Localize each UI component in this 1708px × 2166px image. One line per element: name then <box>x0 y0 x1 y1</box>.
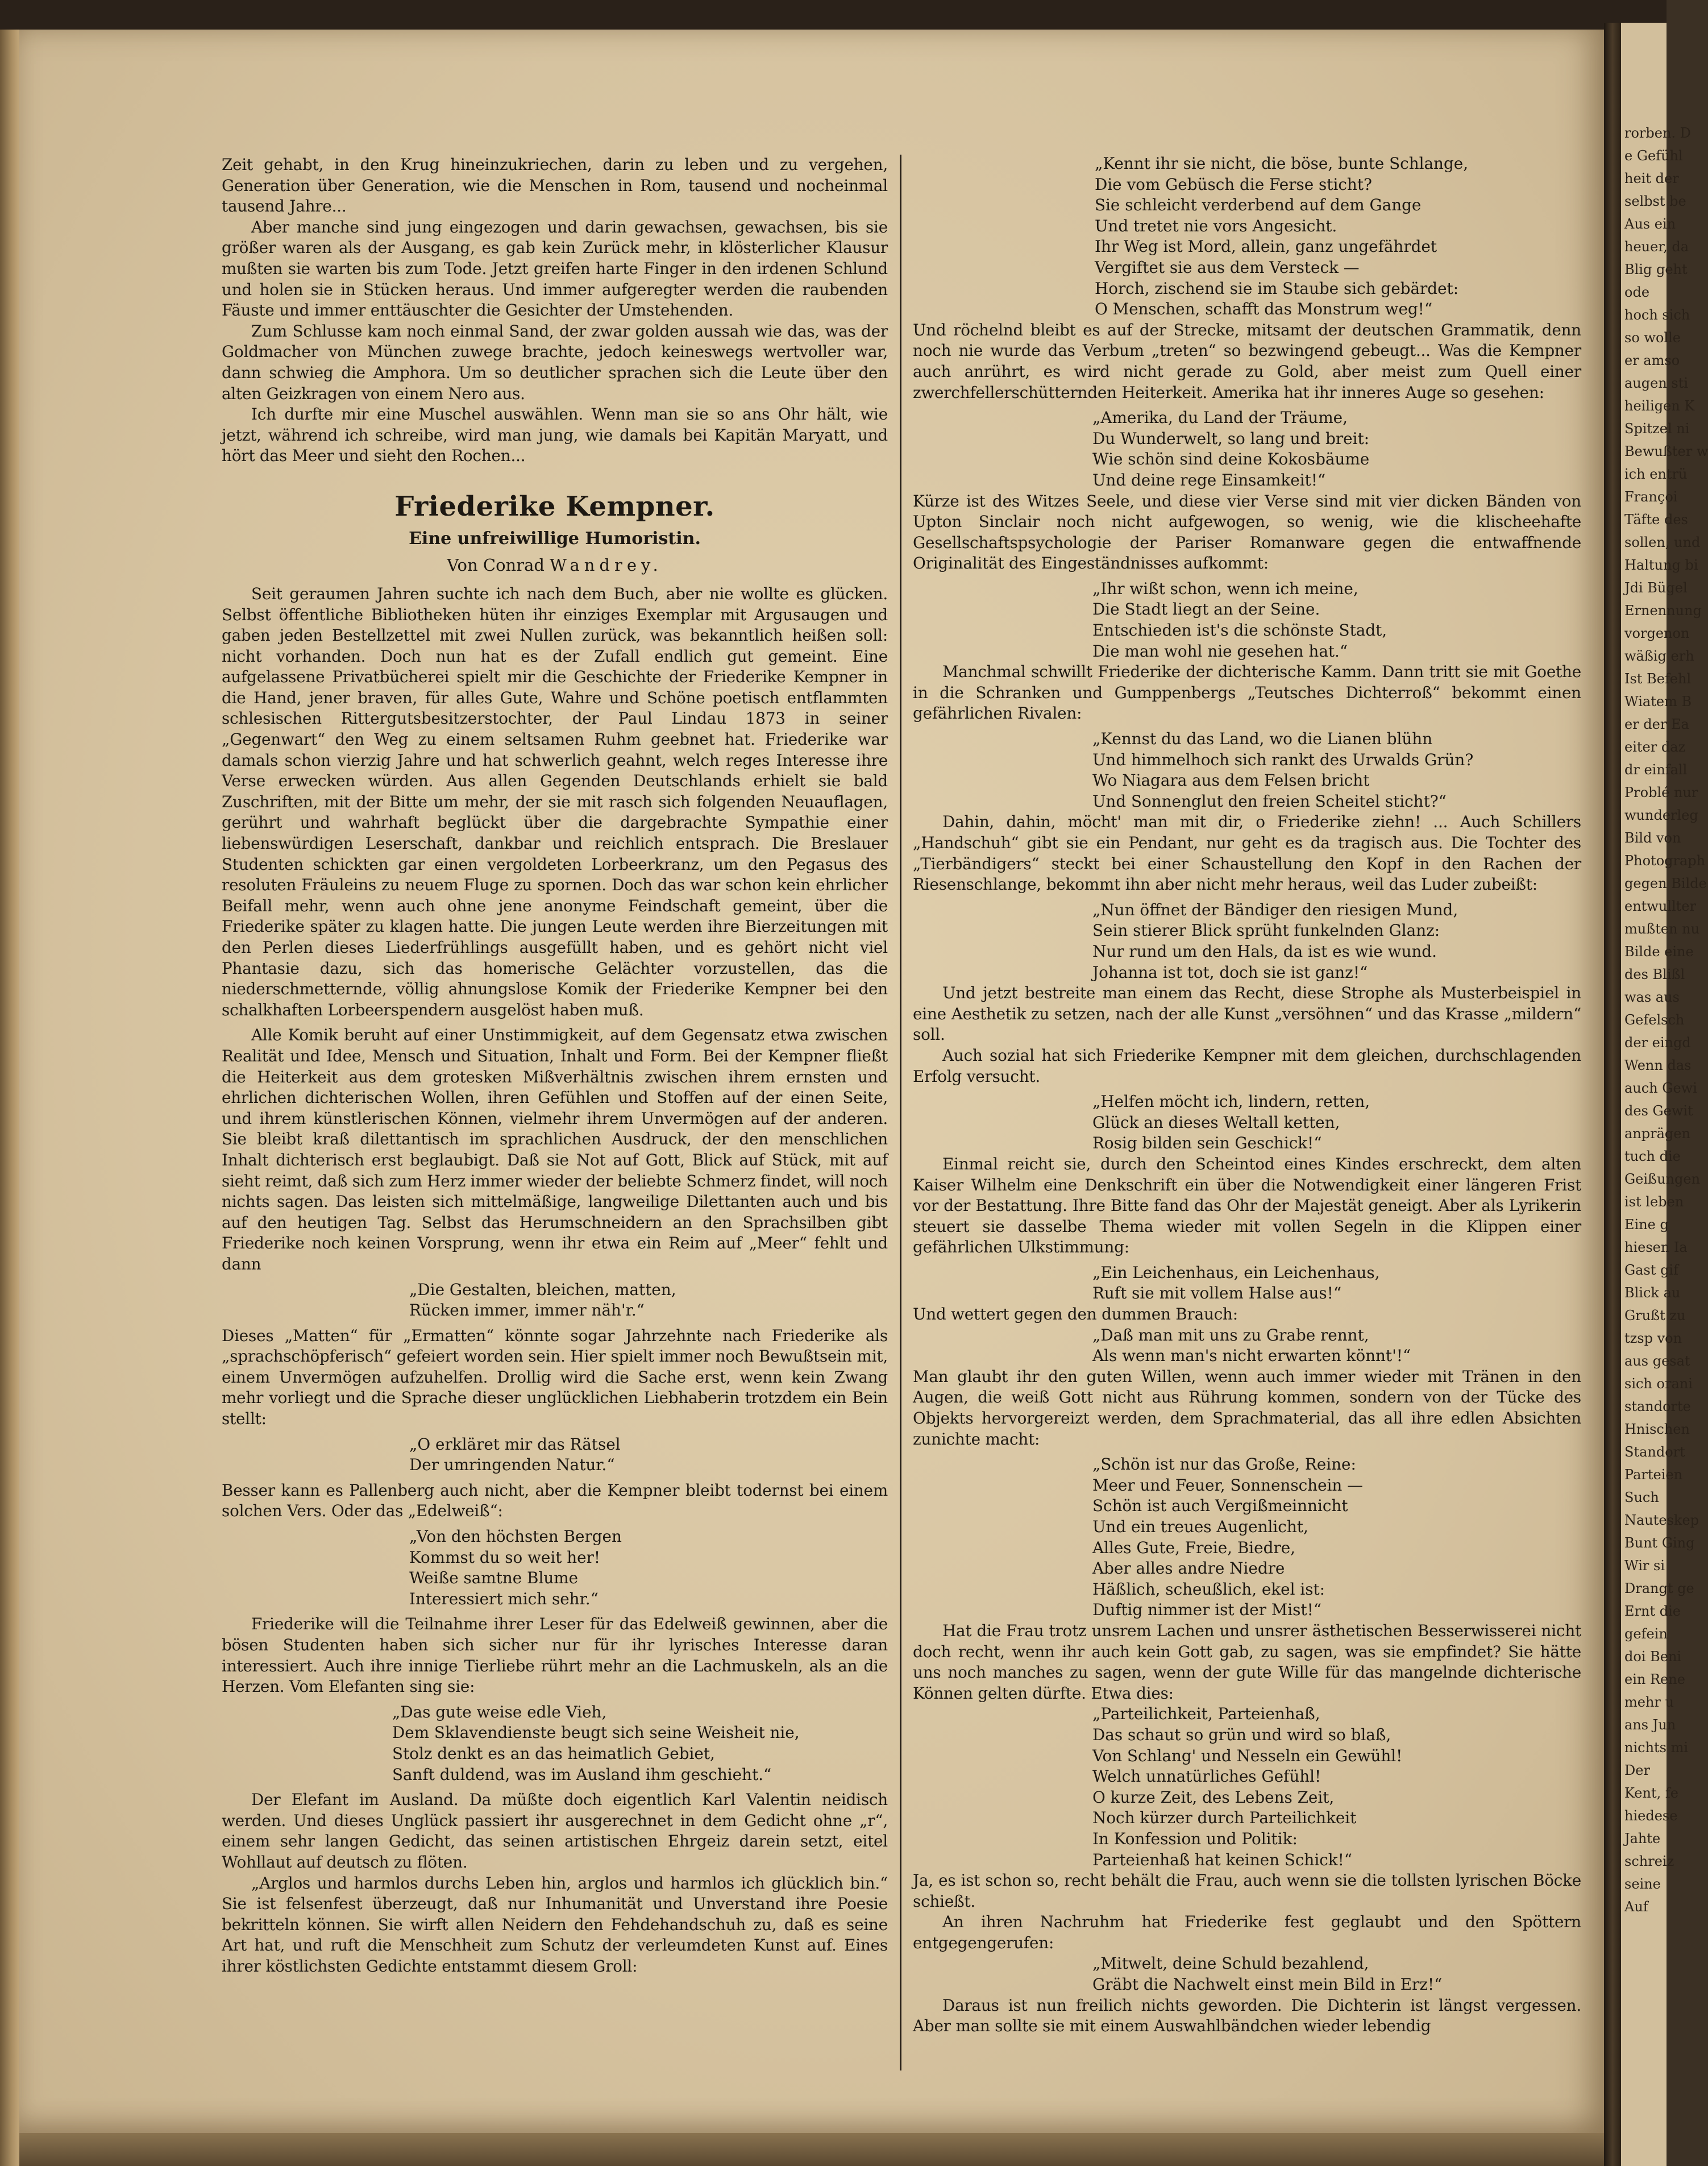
next-page-fragment: Ist Befehl <box>1624 671 1692 687</box>
newspaper-page <box>19 30 1604 2133</box>
next-page-fragment: ich entrü <box>1624 466 1688 482</box>
next-page-fragment: Françoi <box>1624 489 1678 505</box>
paragraph-19: An ihren Nachruhm hat Friederike fest geglaubt und den Spöttern entgegengerufen: <box>913 1912 1581 1952</box>
verse-parteilichkeit: „Parteilichkeit, Parteienhaß, Das schaut so grün und wird so blaß, Von Schlang' und Nesseln ein Gewühl! Welch unnatürliches Gefühl! O kurze Zeit, des Lebens Zeit, Noch kürzer durch Parteilichkeit In Konfession und Politik: Parteienhaß hat keinen Schick!“ <box>1092 1704 1403 1869</box>
next-page-fragment: des Blißl <box>1624 966 1685 982</box>
paragraph-15: Und wettert gegen den dummen Brauch: <box>913 1305 1238 1324</box>
article-byline <box>222 553 888 577</box>
paragraph-11: Dahin, dahin, möcht' man mit dir, o Friederike ziehn! ... Auch Schillers „Handschuh“ gibt sie ein Pendant, nur geht es da tragisch aus. Die Tochter des „Tierbändigers“ steckt bei einer Schaustellung den Kopf in den Rachen der Riesenschlange, bekommt ihn aber nicht mehr heraus, weil das Luder zubeißt: <box>913 812 1581 894</box>
paragraph-3: Dieses „Matten“ für „Ermatten“ könnte sogar Jahrzehnte nach Friederike als „sprachschöpferisch“ gefeiert worden sein. Hier spielt immer noch Bewußtsein mit, einem Unvermögen aufzuhelfen. Drollig wird die Sache erst, wenn kein Zwang mehr vorliegt und die Sprache dieser unglücklichen Liebhaberin trotzdem ein Bein stellt: <box>222 1326 888 1429</box>
next-page-fragment: Täfte des <box>1624 512 1688 528</box>
next-page-fragment: heuer, da <box>1624 239 1689 255</box>
article-subtitle: Eine unfreiwillige Humoristin. <box>409 528 701 549</box>
intro-paragraph-2: Aber manche sind jung eingezogen und darin gewachsen, gewachsen, bis sie größer waren als der Ausgang, es gab kein Zurück mehr, in klösterlicher Klausur mußten sie warten bis zum Tode. Jetzt greifen harte Finger in den irdenen Schlund und holen sie in Stücken heraus. Und immer aufgeregter werden die raubenden Fäuste und immer enttäuschter die Gesichter der Umstehenden. <box>222 217 888 320</box>
next-page-fragment: mußten nu <box>1624 921 1700 937</box>
next-page-fragment: so wolle <box>1624 330 1681 346</box>
next-page-fragment: Bunt Ging <box>1624 1535 1695 1551</box>
paragraph-17: Hat die Frau trotz unsrem Lachen und unsrer ästhetischen Besserwisserei nicht doch recht, wenn ihr auch kein Gott gab, zu sagen, was sie empfindet? Sie hätte uns noch manches zu sagen, wenn der gute Wille für das mangelnde dichterische Können gelten dürfte. Etwa dies: <box>913 1621 1581 1703</box>
verse-schoen: „Schön ist nur das Große, Reine: Meer und Feuer, Sonnenschein — Schön ist auch Vergißmeinnicht Und ein treues Augenlicht, Alles Gute, Freie, Biedre, Aber alles andre Niedre Häßlich, scheußlich, ekel ist: Duftig nimmer ist der Mist!“ <box>1092 1455 1363 1620</box>
paragraph-6: Der Elefant im Ausland. Da müßte doch eigentlich Karl Valentin neidisch werden. Und dieses Unglück passiert ihr ausgerechnet in dem Gedicht ohne „r“, einem sehr langen Gedicht, das seinen artistischen Ehrgeiz darein setzt, eitel Wohllaut auf deutsch zu flöten. <box>222 1790 888 1872</box>
page-bottom-edge <box>19 2133 1604 2166</box>
next-page-fragment: augen sti <box>1624 375 1689 391</box>
verse-nachwelt: „Mitwelt, deine Schuld bezahlend, Gräbt die Nachwelt einst mein Bild in Erz!“ <box>1092 1954 1443 1994</box>
next-page-fragment: nichts mi <box>1624 1740 1689 1756</box>
verse-grabe: „Daß man mit uns zu Grabe rennt, Als wenn man's nicht erwarten könnt'!“ <box>1092 1325 1411 1366</box>
next-page-fragment: wäßig erh <box>1624 648 1694 664</box>
next-page-fragment: selbst be <box>1624 193 1686 209</box>
next-page-fragment: Wir si <box>1624 1558 1665 1574</box>
verse-elefant: „Das gute weise edle Vieh, Dem Sklavendienste beugt sich seine Weisheit nie, Stolz denkt es an das heimatlich Gebiet, Sanft duldend, was im Ausland ihm geschieht.“ <box>392 1702 800 1784</box>
next-page-fragment: e Gefühl <box>1624 148 1683 164</box>
paragraph-9: Kürze ist des Witzes Seele, und diese vier Verse sind mit vier dicken Bänden von Upton Sinclair noch nicht aufgewogen, so wenig, wie die klischeehafte Gesellschaftspsychologie der Pariser Romanware gegen die entwaffnende Originalität des Eingeständnisses aufkommt: <box>913 491 1581 573</box>
next-page-fragment: ans Jun <box>1624 1717 1676 1733</box>
paragraph-2: Alle Komik beruht auf einer Unstimmigkeit, auf dem Gegensatz etwa zwischen Realität und Idee, Mensch und Situation, Inhalt und Form. Bei der Kempner fließt die Heiterkeit aus dem grotesken Mißverhältnis zwischen ihrem ernsten und ehrlichen dichterischen Wollen, ihren Gefühlen und Stoffen auf der einen Seite, und ihrem künstlerischen Können, vielmehr ihrem Unvermögen auf der anderen. Sie bleibt kraß dilettantisch im sprachlichen Ausdruck, der den menschlichen Inhalt dichterisch erst beglaubigt. Daß sie Not auf Gott, Blick auf Stück, mit auf sieht reimt, daß sich zum Herz immer wieder der beliebte Schmerz findet, will noch nichts sagen. Das leisten sich mittelmäßige, langweilige Dilettanten auch und bis auf den heutigen Tag. Selbst das Herumschneidern an den Sprachsilben gibt Friederike noch keinen Vorsprung, wenn ihr etwa ein Reim auf „Meer“ fehlt und dann <box>222 1026 888 1273</box>
verse-helfen: „Helfen möcht ich, lindern, retten, Glück an dieses Weltall ketten, Rosig bilden sein Geschick!“ <box>1092 1092 1370 1153</box>
paragraph-14: Einmal reicht sie, durch den Scheintod eines Kindes erschreckt, dem alten Kaiser Wilhelm eine Denkschrift ein über die Notwendigkeit einer längeren Frist vor der Bestattung. Ihre Bitte fand das Ohr der Majestät geneigt. Aber als Lyrikerin steuert sie dasselbe Thema wieder mit vollen Segeln in die Klippen einer gefährlichen Ulkstimmung: <box>913 1154 1581 1257</box>
next-page-fragment: was aus <box>1624 989 1680 1005</box>
next-page-fragment: rorben. D <box>1624 125 1691 141</box>
next-page-fragment: ein Rene <box>1624 1671 1685 1687</box>
next-page-fragment: Der <box>1624 1762 1650 1778</box>
byline-author: Wandrey. <box>550 555 663 575</box>
next-page-edge <box>1621 23 1708 2166</box>
left-column <box>222 155 888 1977</box>
next-page-fragment: auch Gewi <box>1624 1080 1697 1096</box>
next-page-fragment: Ernt die <box>1624 1603 1681 1619</box>
next-page-fragment: Geißungen <box>1624 1171 1701 1187</box>
next-page-fragment: Bilde eine <box>1624 944 1694 960</box>
next-page-fragment: Spitzel ni <box>1624 421 1690 437</box>
next-page-fragment: er amso <box>1624 352 1680 368</box>
next-page-fragment: des Gewit <box>1624 1103 1693 1119</box>
next-page-fragment: mehr u <box>1624 1694 1674 1710</box>
byline-prefix: Von Conrad <box>447 555 545 575</box>
next-page-fragment: Blig geht <box>1624 262 1688 277</box>
next-page-fragment: standorte <box>1624 1399 1691 1414</box>
next-page-fragment: ist leben <box>1624 1194 1684 1210</box>
next-page-fragment: gefein <box>1624 1626 1668 1642</box>
paragraph-18: Ja, es ist schon so, recht behält die Frau, auch wenn sie die tollsten lyrischen Böcke schießt. <box>913 1871 1581 1911</box>
next-page-fragment: sich orani <box>1624 1376 1693 1392</box>
next-page-fragment: Auf <box>1624 1899 1648 1915</box>
verse-gestalten: „Die Gestalten, bleichen, matten, Rücken immer, immer näh'r.“ <box>409 1280 676 1320</box>
verse-edelweiss: „Von den höchsten Bergen Kommst du so weit her! Weiße samtne Blume Interessiert mich sehr.“ <box>409 1527 622 1608</box>
next-page-fragment: Drangt ge <box>1624 1580 1694 1596</box>
next-page-fragment: hiesen Ia <box>1624 1239 1688 1255</box>
next-page-fragment: Gefelsch <box>1624 1012 1685 1028</box>
next-page-fragment: tuch die <box>1624 1148 1681 1164</box>
intro-paragraph-3: Zum Schlusse kam noch einmal Sand, der zwar golden aussah wie das, was der Goldmacher von München zuwege brachte, jedoch keineswegs wertvoller war, dann schwieg die Amphora. Um so deutlicher sprachen sich die Leute über den alten Geizkragen von einem Nero aus. <box>222 321 888 403</box>
verse-baendiger: „Nun öffnet der Bändiger den riesigen Mund, Sein stierer Blick sprüht funkelnden Glanz: Nur rund um den Hals, da ist es wie wund. Johanna ist tot, doch sie ist ganz!“ <box>1092 900 1458 982</box>
paragraph-16: Man glaubt ihr den guten Willen, wenn auch immer wieder mit Tränen in den Augen, die weiß Gott nicht aus Rührung kommen, sondern von der Tücke des Objekts hervorgereizt werden, dem Sprachmaterial, das all ihre edlen Absichten zunichte macht: <box>913 1367 1581 1449</box>
column-rule <box>900 155 901 2070</box>
next-page-fragment: Such <box>1624 1489 1659 1505</box>
next-page-fragment: Bewußter w <box>1624 443 1708 459</box>
next-page-fragment: Wiatem B <box>1624 694 1692 709</box>
intro-paragraph-4: Ich durfte mir eine Muschel auswählen. Wenn man sie so ans Ohr hält, wie jetzt, während ich schreibe, wird man jung, wie damals bei Kapitän Maryatt, und hört das Meer und sieht den Rochen... <box>222 405 888 466</box>
next-page-fragment: anprägen <box>1624 1126 1690 1142</box>
next-page-fragment: hiedese <box>1624 1808 1678 1824</box>
next-page-fragment: ode <box>1624 284 1650 300</box>
next-page-fragment: heiligen K <box>1624 398 1695 414</box>
paragraph-20: Daraus ist nun freilich nichts geworden. Die Dichterin ist längst vergessen. Aber man sollte sie mit einem Auswahlbändchen wieder lebendig <box>913 1995 1581 2036</box>
next-page-fragment: seine <box>1624 1876 1661 1892</box>
next-page-fragment: tzsp von <box>1624 1330 1682 1346</box>
next-page-fragment: Haltung bi <box>1624 557 1698 573</box>
verse-lianen: „Kennst du das Land, wo die Lianen blühn Und himmelhoch sich rankt des Urwalds Grün? Wo Niagara aus dem Felsen bricht Und Sonnenglut den freien Scheitel sticht?“ <box>1092 729 1474 811</box>
next-page-fragment: Blick au <box>1624 1285 1681 1301</box>
right-column <box>913 153 1581 2037</box>
next-page-fragment: der eingd <box>1624 1035 1691 1051</box>
left-page-edge <box>0 30 19 2166</box>
next-page-fragment: Problé nur <box>1624 785 1698 800</box>
next-page-fragment: heit der <box>1624 171 1679 186</box>
next-page-fragment: schreiz <box>1624 1853 1674 1869</box>
next-page-fragment: Hnischen <box>1624 1421 1690 1437</box>
next-page-fragment: Jahte <box>1624 1831 1661 1847</box>
book-gutter <box>1604 23 1621 2166</box>
next-page-fragment: doi Beni <box>1624 1649 1682 1665</box>
next-page-fragment: Ernennung <box>1624 603 1702 619</box>
next-page-fragment: Bild von <box>1624 830 1681 846</box>
intro-paragraph-1: Zeit gehabt, in den Krug hineinzukriechen, darin zu leben und zu vergehen, Generation über Generation, wie die Menschen in Rom, tausend und nocheinmal tausend Jahre... <box>222 155 888 216</box>
next-page-fragment: Parteien <box>1624 1467 1683 1483</box>
next-page-fragment: eiter daz <box>1624 739 1686 755</box>
next-page-fragment: gegen Bilde <box>1624 875 1707 891</box>
verse-leichenhaus: „Ein Leichenhaus, ein Leichenhaus, Ruft sie mit vollem Halse aus!“ <box>1092 1263 1380 1303</box>
next-page-fragment: sollen, und <box>1624 534 1701 550</box>
next-page-fragment: er der Ea <box>1624 716 1689 732</box>
page-top-edge <box>0 0 1667 30</box>
next-page-fragment: Kent, fe <box>1624 1785 1678 1801</box>
next-page-fragment: Jdi Bügel <box>1624 580 1688 596</box>
paragraph-12: Und jetzt bestreite man einem das Recht, diese Strophe als Musterbeispiel in eine Aesthetik zu setzen, nach der alle Kunst „versöhnen“ und das Krasse „mildern“ soll. <box>913 984 1581 1044</box>
paragraph-1: Seit geraumen Jahren suchte ich nach dem Buch, aber nie wollte es glücken. Selbst öffentliche Bibliotheken hüten ihr einziges Exemplar mit Argusaugen und gaben jeden Bestellzettel mit zwei Nullen zurück, was bekanntlich heißen soll: nicht vorhanden. Doch nun hat es der Zufall endlich gut gemeint. Eine aufgelassene Privatbücherei spielt mir die Geschichte der Friederike Kempner in die Hand, jener braven, für alles Gute, Wahre und Schöne poetisch entflammten schlesischen Rittergutsbesitzerstochter, der Paul Lindau 1873 in seiner „Gegenwart“ den Weg zu einem seltsamen Ruhm geebnet hat. Friederike war damals schon vierzig Jahre und hat schwerlich geahnt, welch reges Interesse ihre Verse erwecken würden. Aus allen Gegenden Deutschlands erhielt sie bald Zuschriften, mit der Bitte um mehr, der sie mit rasch sich folgenden Neuauflagen, gerührt und wahrhaft beglückt über die dargebrachte Sympathie einer liebenswürdigen Leserschaft, dankbar und reichlich entsprach. Die Breslauer Studenten schickten gar einen vergoldeten Lorbeerkranz, um den Pegasus des resoluten Fräuleins zu neuem Fluge zu spornen. Doch das war schon kein ehrlicher Beifall mehr, wenn auch ohne jene anonyme Feindschaft gemeint, über die Friederike später zu klagen hatte. Die jungen Leute werden ihre Bierzeitungen mit den Perlen dieses Liederfrühlings ausgefüllt haben, und es gehört nicht viel Phantasie dazu, sich das homerische Gelächter vorzustellen, das die niederschmetternde, völlig ahnungslose Komik der Friederike Kempner bei den schalkhaften Lorbeerspendern ausgelöst haben muß. <box>222 584 888 1019</box>
next-page-fragment: dr einfall <box>1624 762 1688 778</box>
paragraph-4: Besser kann es Pallenberg auch nicht, aber die Kempner bleibt todernst bei einem solchen Vers. Oder das „Edelweiß“: <box>222 1480 888 1521</box>
next-page-fragment: Eine g <box>1624 1217 1669 1233</box>
next-page-fragment: Grußt zu <box>1624 1308 1686 1323</box>
next-page-fragment: Nauteskep <box>1624 1512 1699 1528</box>
verse-amerika: „Amerika, du Land der Träume, Du Wunderwelt, so lang und breit: Wie schön sind deine Kokosbäume Und deine rege Einsamkeit!“ <box>1092 408 1370 489</box>
paragraph-5: Friederike will die Teilnahme ihrer Leser für das Edelweiß gewinnen, aber die bösen Studenten haben sich sicher nur für ihr lyrisches Interesse daran interessiert. Auch ihre innige Tierliebe rührt mehr an die Lachmuskeln, als an die Herzen. Vom Elefanten sing sie: <box>222 1615 888 1696</box>
verse-schlange: „Kennt ihr sie nicht, die böse, bunte Schlange, Die vom Gebüsch die Ferse sticht? Sie schleicht verderbend auf dem Gange Und tretet nie vors Angesicht. Ihr Weg ist Mord, allein, ganz ungefährdet Vergiftet sie aus dem Versteck — Horch, zischend sie im Staube sich gebärdet: O Menschen, schafft das Monstrum weg!“ <box>1095 154 1469 319</box>
verse-seine: „Ihr wißt schon, wenn ich meine, Die Stadt liegt an der Seine. Entschieden ist's die schönste Stadt, Die man wohl nie gesehen hat.“ <box>1092 579 1387 661</box>
next-page-fragment: entwullter <box>1624 898 1696 914</box>
paragraph-10: Manchmal schwillt Friederike der dichterische Kamm. Dann tritt sie mit Goethe in die Schranken und Gumppenbergs „Teutsches Dichterroß“ bekommt einen gefährlichen Rivalen: <box>913 662 1581 723</box>
verse-raetsel: „O erkläret mir das Rätsel Der umringenden Natur.“ <box>409 1434 621 1475</box>
paragraph-13: Auch sozial hat sich Friederike Kempner mit dem gleichen, durchschlagenden Erfolg versucht. <box>913 1045 1581 1086</box>
next-page-fragment: aus gesat <box>1624 1353 1690 1369</box>
article-title: Friederike Kempner. <box>394 490 715 522</box>
next-page-fragment: vorgenon <box>1624 625 1690 641</box>
next-page-fragment: Standort <box>1624 1444 1685 1460</box>
next-page-fragment: Wenn das <box>1624 1057 1692 1073</box>
paragraph-8: Und röchelnd bleibt es auf der Strecke, mitsamt der deutschen Grammatik, denn noch nie wurde das Verbum „treten“ so bezwingend gebeugt... Was die Kempner auch anrührt, es wird nicht gerade zu Gold, aber meist zum Quell einer zwerchfellerschütternden Heiterkeit. Amerika hat ihr inneres Auge so gesehen: <box>913 320 1581 402</box>
next-page-fragment: Aus ein <box>1624 216 1676 232</box>
next-page-fragment: wunderleg <box>1624 807 1698 823</box>
next-page-fragment: Gast gif <box>1624 1262 1678 1278</box>
paragraph-7: „Arglos und harmlos durchs Leben hin, arglos und harmlos ich glücklich bin.“ Sie ist felsenfest überzeugt, daß nur Inhumanität und Unverstand ihre Poesie bekritteln können. Sie wirft allen Neidern den Fehdehandschuh zu, daß es seine Art hat, und ruft die Menschheit zum Schutz der verleumdeten Kunst auf. Eines ihrer köstlichsten Gedichte entstammt diesem Groll: <box>222 1873 888 1976</box>
next-page-fragment: hoch sich <box>1624 307 1690 323</box>
next-page-fragment: Photograph <box>1624 853 1706 869</box>
